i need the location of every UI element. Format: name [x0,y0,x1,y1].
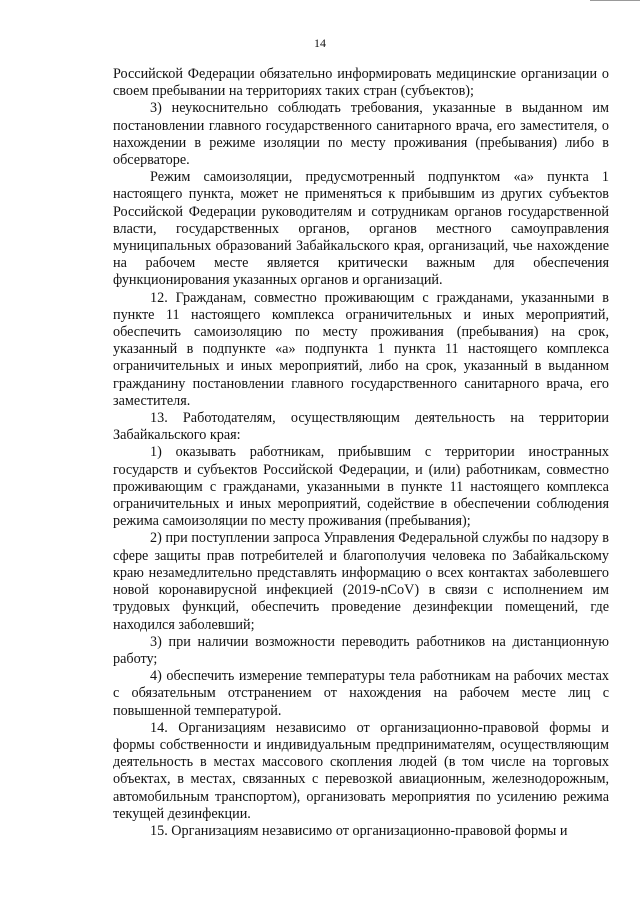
paragraph-self-isolation-exemption: Режим самоизоляции, предусмотренный подпунктом «а» пункта 1 настоящего пункта, может не применяться к прибывшим из других субъектов Российской Федерации руководителям и сотрудникам органов государственной власти, государственных органов, органов местного самоуправления муниципальных образований Забайкальского края, организаций, чье нахождение на рабочем месте является критически важным для обеспечения функционирования указанных органов и организаций. [113,169,609,289]
paragraph-12: 12. Гражданам, совместно проживающим с гражданами, указанными в пункте 11 настоящего комплекса ограничительных и иных мероприятий, обеспечить самоизоляцию по месту проживания (пребывания) на срок, указанный в подпункте «а» подпункта 1 пункта 11 настоящего комплекса ограничительных и иных мероприятий, либо на срок, указанный в выданном гражданину постановлении главного государственного санитарного врача, его заместителя. [113,289,609,409]
document-body [113,66,609,840]
paragraph-13: 13. Работодателям, осуществляющим деятельность на территории Забайкальского края: [113,410,609,444]
paragraph-13-item-4: 4) обеспечить измерение температуры тела работникам на рабочих местах с обязательным отстранением от нахождения на рабочем месте лиц с повышенной температурой. [113,668,609,719]
page-edge-mark [590,0,640,4]
paragraph-13-item-1: 1) оказывать работникам, прибывшим с территории иностранных государств и субъектов Российской Федерации, и (или) работникам, совместно проживающим с гражданами, указанными в пункте 11 настоящего комплекса ограничительных и иных мероприятий, содействие в обеспечении соблюдения режима самоизоляции по месту проживания (пребывания); [113,444,609,530]
paragraph-14: 14. Организациям независимо от организационно-правовой формы и формы собственности и индивидуальным предпринимателям, осуществляющим деятельность в местах массового скопления людей (в том числе на торговых объектах, в местах, связанных с перевозкой авиационным, железнодорожным, автомобильным транспортом), организовать мероприятия по усилению режима текущей дезинфекции. [113,719,609,822]
page-number: 14 [314,36,326,50]
paragraph-15: 15. Организациям независимо от организационно-правовой формы и [150,822,568,839]
paragraph-13-item-2: 2) при поступлении запроса Управления Федеральной службы по надзору в сфере защиты прав потребителей и благополучия человека по Забайкальскому краю незамедлительно представлять информацию о всех контактах заболевшего новой коронавирусной инфекцией (2019-nCoV) в связи с исполнением им трудовых функций, обеспечить проведение дезинфекции помещений, где находился заболевший; [113,530,609,633]
paragraph-continuation: Российской Федерации обязательно информировать медицинские организации о своем пребывании на территориях таких стран (субъектов); [113,66,609,100]
paragraph-13-item-3: 3) при наличии возможности переводить работников на дистанционную работу; [113,633,609,667]
paragraph-item-3: 3) неукоснительно соблюдать требования, указанные в выданном им постановлении главного государственного санитарного врача, его заместителя, о нахождении в режиме изоляции по месту проживания (пребывания) либо в обсерваторе. [113,100,609,169]
